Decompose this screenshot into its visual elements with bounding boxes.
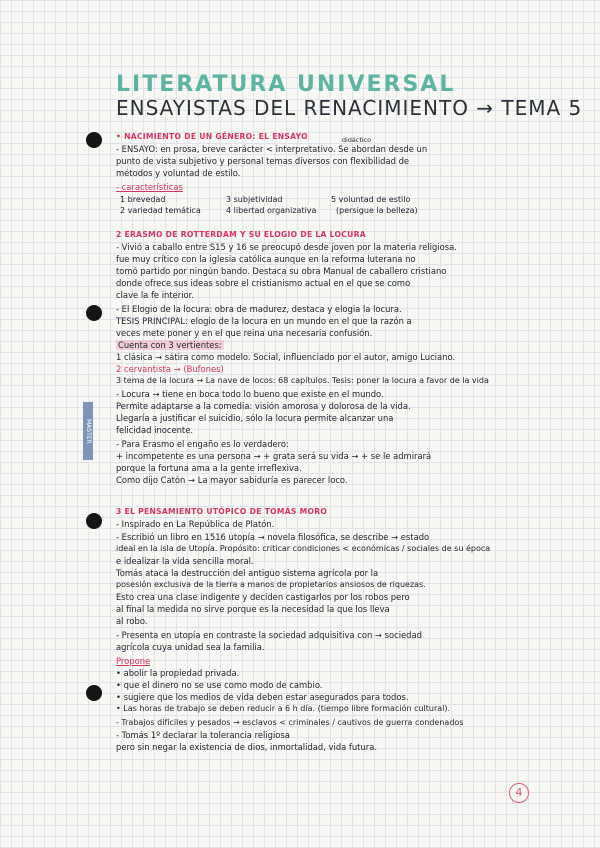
binder-hole-4	[86, 685, 102, 701]
binder-hole-2	[86, 305, 102, 321]
page-number: 4	[509, 783, 529, 803]
s3-line-6: posesión exclusiva de la tierra a manos de propietarios ansiosos de riquezas.	[116, 580, 426, 589]
s3-line-10: - Presenta en utopía en contraste la sociedad adquisitiva con → sociedad	[116, 630, 422, 640]
s3-line-8: al final la medida no sirve porque es la necesidad la que los lleva	[116, 604, 390, 614]
s1-line-1: - ENSAYO: en prosa, breve carácter < interpretativo. Se abordan desde un	[116, 144, 428, 154]
s3-line-1: - Inspirado en La República de Platón.	[116, 519, 275, 529]
s3-line-9: al robo.	[116, 616, 148, 626]
binder-hole-1	[86, 132, 102, 148]
notebook-tab: MASTER	[83, 402, 93, 460]
proposal-4: • Las horas de trabajo se deben reducir a 6 h día. (tiempo libre formación cultural).	[116, 704, 451, 713]
section-2-heading: 2 ERASMO DE ROTTERDAM Y SU ELOGIO DE LA LOCURA	[116, 230, 366, 239]
proposal-1: • abolir la propiedad privada.	[116, 668, 240, 678]
subject-title: LITERATURA UNIVERSAL	[116, 72, 456, 97]
s2-line-6: - El Elogio de la locura: obra de madurez, destaca y elogia la locura.	[116, 304, 402, 314]
s3-line-5: Tomás ataca la destrucción del antiguo sistema agrícola por la	[116, 568, 379, 578]
proposal-5: - Trabajos difíciles y pesados → esclavos < criminales / cautivos de guerra condenados	[116, 718, 464, 727]
s3-line-7: Esto crea una clase indigente y deciden castigarlos por los robos pero	[116, 592, 410, 602]
section-1-heading: • NACIMIENTO DE UN GÉNERO: EL ENSAYO	[116, 132, 308, 141]
s2-line-10: 1 clásica → sátira como modelo. Social, influenciado por el autor, amigo Luciano.	[116, 352, 456, 362]
characteristic-5: 5 voluntad de estilo	[331, 195, 411, 204]
section-3-heading: 3 EL PENSAMIENTO UTÓPICO DE TOMÁS MORO	[116, 507, 328, 516]
binder-hole-3	[86, 513, 102, 529]
characteristic-2: 2 variedad temática	[120, 206, 201, 215]
s2-line-14: Permite adaptarse a la comedia: visión amorosa y dolorosa de la vida.	[116, 401, 411, 411]
page-title: ENSAYISTAS DEL RENACIMIENTO → TEMA 5	[116, 96, 583, 120]
s2-line-12: 3 tema de la locura → La nave de locos: 68 capítulos. Tesis: poner la locura a favor de la vida	[116, 376, 489, 385]
proposal-7: pero sin negar la existencia de dios, inmortalidad, vida futura.	[116, 742, 378, 752]
characteristic-5-note: (persigue la belleza)	[336, 206, 418, 215]
s2-line-1: - Vivió a caballo entre S15 y 16 se preocupó desde joven por la materia religiosa.	[116, 242, 457, 252]
note-didactico: didáctico	[342, 136, 372, 144]
characteristic-1: 1 brevedad	[120, 195, 166, 204]
proposal-6: - Tomás 1º declarar la tolerancia religiosa	[116, 730, 290, 740]
s2-line-11: 2 cervantista → (Bufones)	[116, 364, 224, 374]
s3-line-4: e idealizar la vida sencilla moral.	[116, 556, 254, 566]
s2-line-3: tomó partido por ningún bando. Destaca su obra Manual de caballero cristiano	[116, 266, 447, 276]
s2-line-18: + incompetente es una persona → + grata será su vida → + se le admirará	[116, 451, 432, 461]
propone-heading: Propone	[116, 656, 151, 666]
s3-line-3: ideal en la isla de Utopía. Propósito: criticar condiciones < económicas / sociales de su época	[116, 544, 491, 553]
s2-line-8: veces mete poner y en el que reina una necesaria confusión.	[116, 328, 373, 338]
s2-line-7: TESIS PRINCIPAL: elogio de la locura en un mundo en el que la razón a	[116, 316, 412, 326]
s2-line-13: - Locura → tiene en boca todo lo bueno que existe en el mundo.	[116, 389, 384, 399]
proposal-3: • sugiere que los medios de vida deben estar asegurados para todos.	[116, 692, 409, 702]
s2-line-9: Cuenta con 3 vertientes:	[118, 340, 222, 350]
proposal-2: • que el dinero no se use como modo de cambio.	[116, 680, 323, 690]
characteristic-4: 4 libertad organizativa	[226, 206, 317, 215]
s2-line-4: donde ofrece sus ideas sobre el cristianismo actual en el que se como	[116, 278, 411, 288]
s2-line-20: Como dijo Catón → La mayor sabiduría es parecer loco.	[116, 475, 348, 485]
s2-line-16: felicidad inocente.	[116, 425, 194, 435]
s2-line-17: - Para Erasmo el engaño es lo verdadero:	[116, 439, 289, 449]
s2-line-15: Llegaría a justificar el suicidio, sólo la locura permite alcanzar una	[116, 413, 394, 423]
characteristics-heading: - características	[116, 182, 183, 192]
characteristic-3: 3 subjetividad	[226, 195, 283, 204]
s3-line-11: agrícola cuya unidad sea la familia.	[116, 642, 265, 652]
s1-line-2: punto de vista subjetivo y personal temas diversos con flexibilidad de	[116, 156, 410, 166]
s2-line-2: fue muy crítico con la iglesia católica aunque en la reforma luterana no	[116, 254, 416, 264]
s1-line-3: métodos y voluntad de estilo.	[116, 168, 241, 178]
s2-line-5: clave la fe interior.	[116, 290, 195, 300]
s2-line-19: porque la fortuna ama a la gente irreflexiva.	[116, 463, 302, 473]
s3-line-2: - Escribió un libro en 1516 utopía → novela filosófica, se describe → estado	[116, 532, 430, 542]
